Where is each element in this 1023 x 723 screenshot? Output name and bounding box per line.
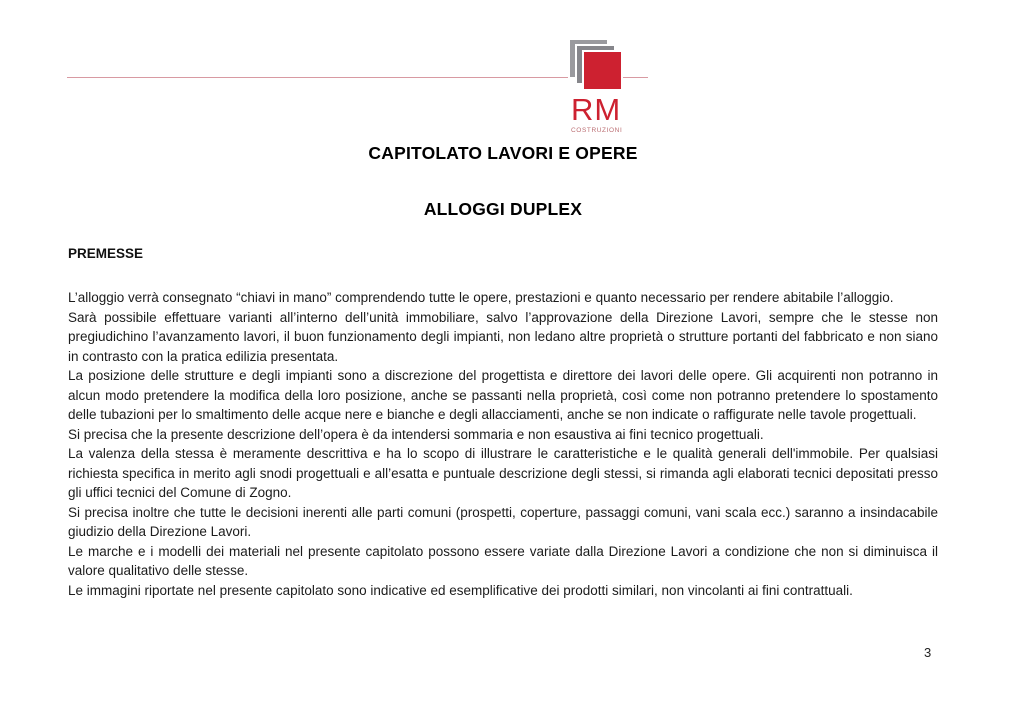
document-title: CAPITOLATO LAVORI E OPERE bbox=[368, 143, 638, 163]
company-logo bbox=[563, 38, 658, 134]
document-body bbox=[68, 246, 938, 600]
section-heading-premesse: PREMESSE bbox=[68, 246, 144, 261]
paragraph-2: Sarà possibile effettuare varianti all’interno dell’unità immobiliare, salvo l’approvazione della Direzione Lavori, sempre che le stesse non pregiudichino l’avanzamento lavori, il buon funzionamento degli impianti, non ledano altre proprietà o strutture portanti del fabbricato e non siano in contrasto con la pratica edilizia presentata. bbox=[68, 309, 938, 364]
paragraph-4: Si precisa che la presente descrizione dell’opera è da intendersi sommaria e non esaustiva ai fini tecnico progettuali. bbox=[68, 426, 764, 442]
paragraph-3: La posizione delle strutture e degli impianti sono a discrezione del progettista e direttore dei lavori delle opere. Gli acquirenti non potranno in alcun modo pretendere la modifica della loro posizione, anche se passanti nella proprietà, così come non potranno pretendere lo spostamento delle tubazioni per lo smaltimento delle acque nere e bianche e degli allacciamenti, anche se non indicate o raffigurate nelle tavole progettuali. bbox=[68, 368, 938, 422]
header-rule bbox=[67, 77, 648, 78]
paragraph-1: L’alloggio verrà consegnato “chiavi in mano” comprendendo tutte le opere, prestazioni e quanto necessario per rendere abitabile l’alloggio. bbox=[68, 290, 894, 305]
stacked-squares-icon bbox=[563, 38, 658, 95]
paragraph-7: Le marche e i modelli dei materiali nel presente capitolato possono essere variate dalla Direzione Lavori a condizione che non si diminuisca il valore qualitativo delle stesse. bbox=[68, 543, 938, 578]
logo-company-subtitle: COSTRUZIONI bbox=[571, 127, 623, 134]
paragraph-5: La valenza della stessa è meramente descrittiva e ha lo scopo di illustrare le caratteristiche e le qualità generali dell'immobile. Per qualsiasi richiesta specifica in merito agli snodi progettuali e all’esatta e puntuale descrizione degli stessi, si rimanda agli elaborati tecnici depositati presso gli uffici tecnici del Comune di Zogno. bbox=[68, 446, 938, 500]
logo-square-front bbox=[582, 50, 623, 91]
paragraph-8: Le immagini riportate nel presente capitolato sono indicative ed esemplificative dei prodotti similari, non vincolanti ai fini contrattuali. bbox=[68, 582, 853, 598]
logo-monogram: RM bbox=[571, 92, 622, 127]
document-subtitle: ALLOGGI DUPLEX bbox=[423, 199, 583, 219]
paragraph-6: Si precisa inoltre che tutte le decisioni inerenti alle parti comuni (prospetti, coperture, passaggi comuni, vani scala ecc.) saranno a insindacabile giudizio della Direzione Lavori. bbox=[68, 504, 938, 539]
page-number: 3 bbox=[924, 645, 932, 660]
